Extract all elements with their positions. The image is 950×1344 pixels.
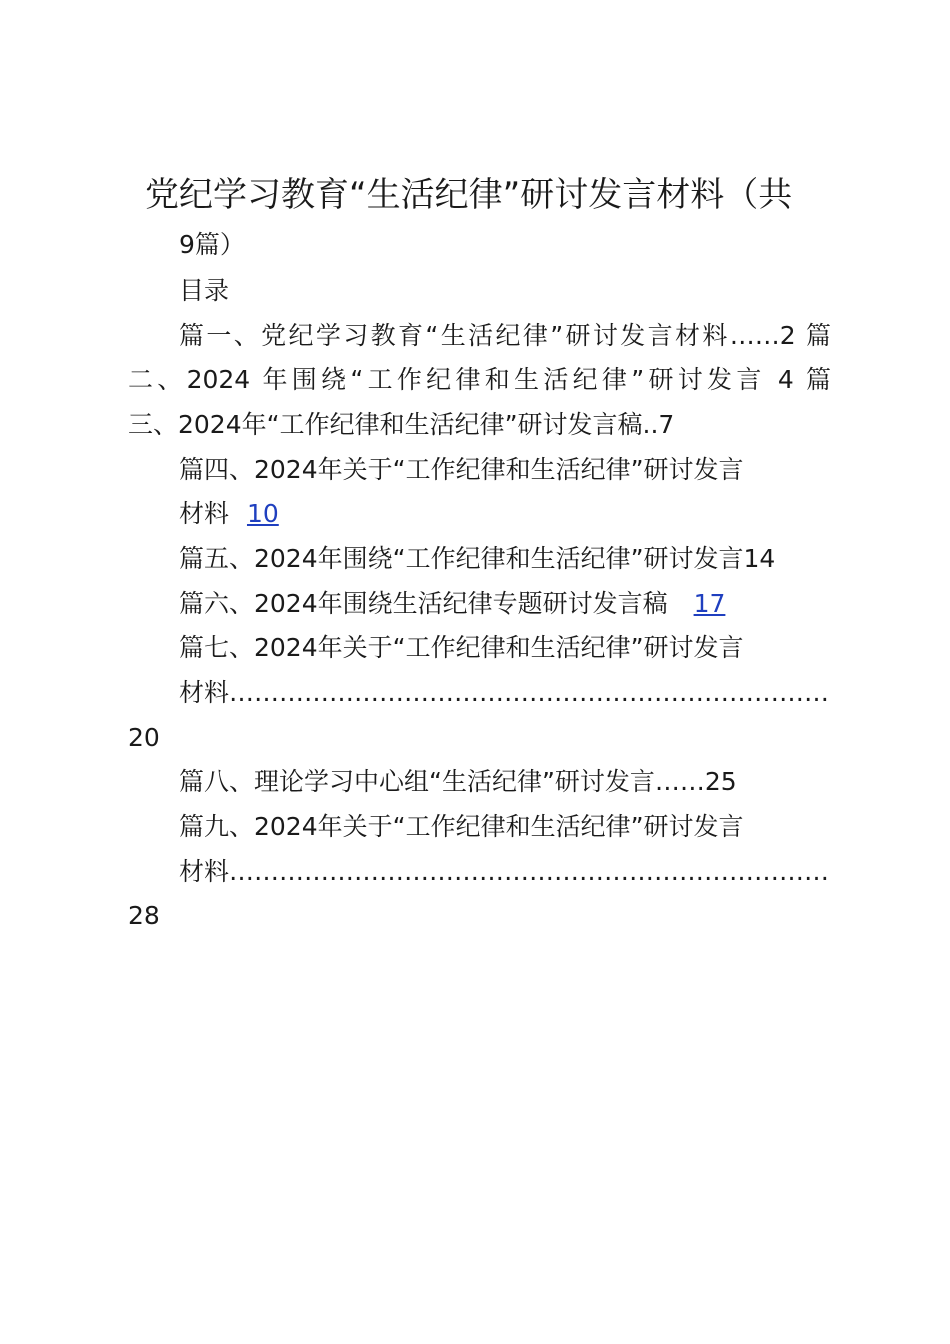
toc-entry-4-page-link[interactable]: 10 [246,499,279,528]
toc-entry-9-line-1[interactable]: 篇九、2024年关于“工作纪律和生活纪律”研讨发言 [179,812,744,841]
toc-entry-3[interactable]: 三、2024年“工作纪律和生活纪律”研讨发言稿..7 [128,410,675,439]
toc-entry-5[interactable]: 篇五、2024年围绕“工作纪律和生活纪律”研讨发言14 [179,544,776,573]
toc-entry-7-line-1[interactable]: 篇七、2024年关于“工作纪律和生活纪律”研讨发言 [179,633,744,662]
toc-entry-1[interactable]: 篇一、党纪学习教育“生活纪律”研讨发言材料……2 篇 [179,321,831,350]
toc-entry-4-label: 材料 [179,499,230,528]
toc-entry-4-line-1[interactable]: 篇四、2024年关于“工作纪律和生活纪律”研讨发言 [179,455,744,484]
toc-entry-8[interactable]: 篇八、理论学习中心组“生活纪律”研讨发言……25 [179,767,737,796]
toc-entry-6[interactable] [179,587,725,621]
toc-entry-6-label: 篇六、2024年围绕生活纪律专题研讨发言稿 [179,589,668,618]
toc-entry-9-line-2[interactable]: 材料……………………………………………………………… [179,857,830,886]
toc-entry-7-page[interactable]: 20 [128,723,160,752]
toc-entry-7-line-2[interactable]: 材料……………………………………………………………… [179,678,830,707]
toc-entry-9-page[interactable]: 28 [128,901,160,930]
toc-entry-6-page-link[interactable]: 17 [693,589,726,618]
toc-heading: 目录 [179,276,230,305]
document-title-line-1: 党纪学习教育“生活纪律”研讨发言材料（共 [145,175,793,215]
toc-entry-2[interactable]: 二、2024 年围绕“工作纪律和生活纪律”研讨发言 4 篇 [128,365,831,394]
document-title-line-2: 9篇） [179,230,245,259]
toc-entry-4-line-2[interactable] [179,497,279,531]
